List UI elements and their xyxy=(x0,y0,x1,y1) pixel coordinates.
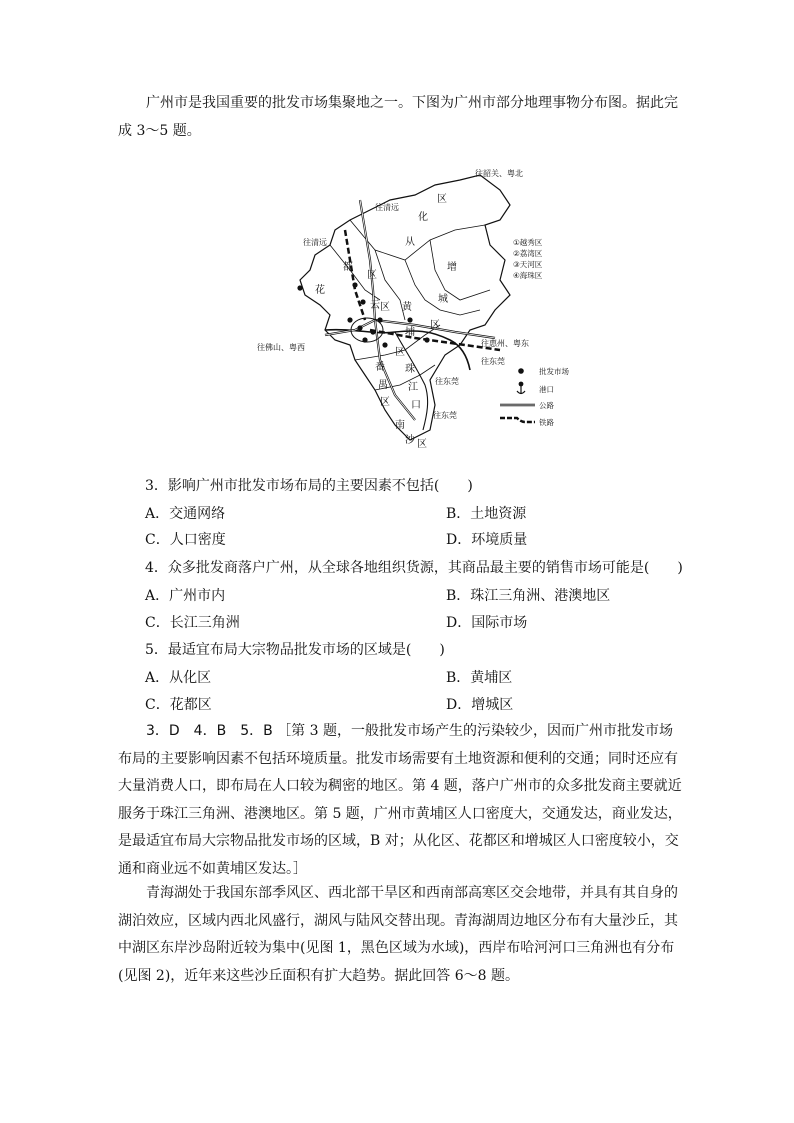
label-qu-2: 区 xyxy=(395,347,405,358)
label-baiyun: 云 xyxy=(370,300,380,311)
legend-railway: 铁路 xyxy=(539,418,554,427)
legend-market: 批发市场 xyxy=(539,367,569,376)
numbered-district-4: ④海珠区 xyxy=(513,271,543,280)
label-nansha-1: 南 xyxy=(395,420,405,431)
label-river-2: 江 xyxy=(408,382,418,393)
label-river-3: 口 xyxy=(411,400,421,411)
question-3-option-c: C．人口密度 xyxy=(145,532,226,548)
label-huadu-1: 花 xyxy=(315,285,325,296)
numbered-district-3: ③天河区 xyxy=(513,260,543,269)
question-5-stem: 5．最适宜布局大宗物品批发市场的区域是( ) xyxy=(145,642,445,658)
market-dot xyxy=(377,317,382,322)
answer-explanation: ［第 3 题，一般批发市场产生的污染较少，因而广州市批发市场布局的主要影响因素不包括环境质量。批发市场需要有土地资源和便利的交通；同时还应有大量消费人口，即布局在人口较为稠密的地区。第 4 题，落户广州市的众多批发商主要就近服务于珠江三角洲、港澳地区。第 5 题，广州市黄埔区人口密度大，交通发达，商业发达，是最适宜布局大宗物品批发市场的区域，B 对；从化区、花都区和增城区人口密度较小，交通和商业远不如黄埔区发达。］ xyxy=(118,723,682,877)
label-nansha-2: 沙 xyxy=(405,435,415,446)
dir-shaoguan: 往韶关、粤北 xyxy=(475,169,523,178)
next-passage: 青海湖处于我国东部季风区、西北部干旱区和西南部高寒区交会地带，并具有其自身的湖泊效应，区域内西北风盛行，湖风与陆风交替出现。青海湖周边地区分布有大量沙丘，其中湖区东岸沙岛附近较为集中(见图 1，黑色区域为水域)，西岸布哈河河口三角洲也有分布(见图 2)，近年来这些沙丘面积有扩大趋势。据此回答 6～8 题。 xyxy=(118,885,678,984)
question-3-stem: 3．影响广州市批发市场布局的主要因素不包括( ) xyxy=(145,478,473,494)
dir-huizhou: 往惠州、粤东 xyxy=(481,339,529,348)
dir-dongguan-1: 往东莞 xyxy=(481,357,505,366)
dir-qingyuan-2: 往清远 xyxy=(303,238,327,247)
question-3-option-b: B．土地资源 xyxy=(446,506,527,522)
label-conghua-1: 从 xyxy=(405,237,415,248)
label-panyu-2: 禺 xyxy=(378,380,388,391)
label-zengcheng-1: 增 xyxy=(447,262,457,273)
market-dot xyxy=(370,329,375,334)
market-dot xyxy=(424,337,429,342)
label-river-1: 珠 xyxy=(405,364,415,375)
numbered-district-2: ②荔湾区 xyxy=(513,249,543,258)
legend-port: 港口 xyxy=(539,385,554,394)
question-4-stem: 4．众多批发商落户广州，从全球各地组织货源，其商品最主要的销售市场可能是( ) xyxy=(145,560,683,576)
market-dot xyxy=(347,317,352,322)
question-4-option-d: D．国际市场 xyxy=(446,615,528,631)
label-huadu-3: 区 xyxy=(367,270,377,281)
market-dot xyxy=(382,342,387,347)
legend-market-icon xyxy=(518,368,524,374)
label-huangpu-2: 埔 xyxy=(405,327,415,338)
dir-dongguan-3: 往东莞 xyxy=(433,411,457,420)
intro-line-2: 成 3～5 题。 xyxy=(118,123,201,139)
question-5-option-c: C．花都区 xyxy=(145,697,212,713)
question-4-option-a: A．广州市内 xyxy=(145,588,226,604)
label-huadu-2: 都 xyxy=(343,262,353,273)
guangzhou-map xyxy=(255,160,585,450)
label-panyu-3: 区 xyxy=(380,397,390,408)
question-5-option-b: B．黄埔区 xyxy=(446,670,513,686)
answer-key: 3．D 4．B 5．B xyxy=(146,723,273,739)
dir-foshan: 往佛山、粤西 xyxy=(257,343,305,352)
numbered-district-1: ①越秀区 xyxy=(513,238,543,247)
label-qu: 区 xyxy=(380,302,390,313)
answer-block xyxy=(118,718,683,883)
question-3-option-d: D．环境质量 xyxy=(446,532,528,548)
market-dot xyxy=(407,317,412,322)
question-4-option-b: B．珠江三角洲、港澳地区 xyxy=(446,588,611,604)
intro-line-1: 广州市是我国重要的批发市场集聚地之一。下图为广州市部分地理事物分布图。据此完 xyxy=(146,95,678,111)
market-dot xyxy=(360,299,365,304)
question-5-option-a: A．从化区 xyxy=(145,670,212,686)
market-dot xyxy=(352,282,357,287)
question-3-option-a: A．交通网络 xyxy=(145,506,226,522)
label-conghua-2: 化 xyxy=(418,212,428,223)
label-nansha-3: 区 xyxy=(417,439,427,450)
dir-dongguan-2: 往东莞 xyxy=(435,377,459,386)
legend-highway: 公路 xyxy=(539,401,554,410)
label-panyu-1: 番 xyxy=(375,362,385,373)
label-huangpu-1: 黄 xyxy=(402,302,412,313)
legend-port-icon xyxy=(517,382,525,394)
dir-qingyuan-1: 往清远 xyxy=(375,203,399,212)
question-5-option-d: D．增城区 xyxy=(446,697,514,713)
market-dot xyxy=(357,325,362,330)
market-dot xyxy=(297,285,302,290)
question-4-option-c: C．长江三角洲 xyxy=(145,615,240,631)
legend-railway-icon xyxy=(500,418,535,422)
label-huangpu-3: 区 xyxy=(430,320,440,331)
label-conghua-3: 区 xyxy=(437,194,447,205)
market-dot xyxy=(362,337,367,342)
label-zengcheng-2: 城 xyxy=(438,294,448,305)
